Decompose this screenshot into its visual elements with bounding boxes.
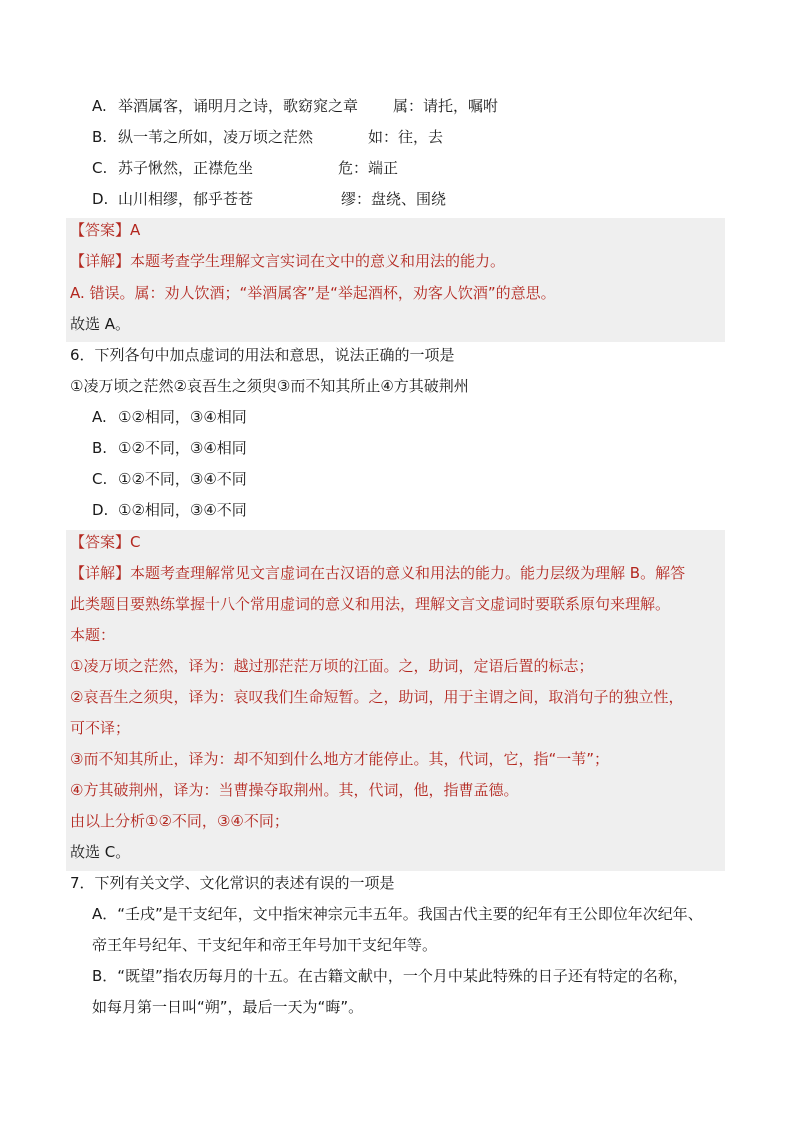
q5-detail: 【详解】本题考查学生理解文言实词在文中的意义和用法的能力。 <box>70 252 506 270</box>
q5-option-b: B. 纵一苇之所如，凌万顷之茫然 如：往，去 <box>92 128 444 146</box>
q6-answer: 【答案】C <box>70 533 141 551</box>
q6-detail: 【详解】本题考查理解常见文言虚词在古汉语的意义和用法的能力。能力层级为理解 B。解答 <box>70 564 686 582</box>
q6-item-1: ①凌万顷之茫然，译为：越过那茫茫万顷的江面。之，助词，定语后置的标志； <box>70 657 594 675</box>
q6-intro: 本题： <box>70 626 116 644</box>
q6-option-a: A. ①②相同，③④相同 <box>92 408 247 426</box>
q7-option-b-line1: B．“既望”指农历每月的十五。在古籍文献中，一个月中某此特殊的日子还有特定的名称， <box>92 967 688 985</box>
q6-item-2-cont: 可不译； <box>70 719 131 737</box>
q5-gloss-c: 危：端正 <box>338 159 399 177</box>
q5-answer-block <box>66 218 725 342</box>
q6-detail-line2: 此类题目要熟练掌握十八个常用虚词的意义和用法，理解文言文虚词时要联系原句来理解。 <box>70 595 671 613</box>
q6-sentences: ①凌万顷之茫然②哀吾生之须臾③而不知其所止④方其破荆州 <box>70 377 469 395</box>
q5-option-c: C. 苏子愀然，正襟危坐 危：端正 <box>92 159 399 177</box>
q5-conclusion: 故选 A。 <box>70 315 131 333</box>
q6-item-2: ②哀吾生之须臾，译为：哀叹我们生命短暂。之，助词，用于主谓之间，取消句子的独立性， <box>70 688 684 706</box>
q5-answer: 【答案】A <box>70 221 141 239</box>
q7-stem: 7．下列有关文学、文化常识的表述有误的一项是 <box>70 874 395 892</box>
q6-item-4: ④方其破荆州，译为：当曹操夺取荆州。其，代词，他，指曹孟德。 <box>70 781 519 799</box>
q6-conclusion: 故选 C。 <box>70 843 131 861</box>
q5-option-d: D. 山川相缪，郁乎苍苍 缪：盘绕、围绕 <box>92 190 447 208</box>
q5-option-a: A. 举酒属客，诵明月之诗，歌窈窕之章 属：请托，嘱咐 <box>92 97 499 115</box>
q7-option-a-line1: A．“壬戌”是干支纪年，文中指宋神宗元丰五年。我国古代主要的纪年有王公即位年次纪年、 <box>92 905 703 923</box>
q6-summary: 由以上分析①②不同，③④不同； <box>70 812 289 830</box>
q6-option-d: D. ①②相同，③④不同 <box>92 501 247 519</box>
q6-option-b: B. ①②不同，③④相同 <box>92 439 247 457</box>
q5-gloss-a: 属：请托，嘱咐 <box>393 97 499 115</box>
q7-option-b-line2: 如每月第一日叫“朔”，最后一天为“晦”。 <box>92 998 364 1016</box>
q6-stem: 6．下列各句中加点虚词的用法和意思，说法正确的一项是 <box>70 346 455 364</box>
q6-item-3: ③而不知其所止，译为：却不知到什么地方才能停止。其，代词，它，指“一苇”； <box>70 750 609 768</box>
q5-gloss-b: 如：往，去 <box>368 128 444 146</box>
q7-option-a-line2: 帝王年号纪年、干支纪年和帝王年号加干支纪年等。 <box>92 936 438 954</box>
q5-gloss-d: 缪：盘绕、围绕 <box>341 190 447 208</box>
q5-explanation: A. 错误。属：劝人饮酒；“举酒属客”是“举起酒杯，劝客人饮酒”的意思。 <box>70 284 556 302</box>
q6-option-c: C. ①②不同，③④不同 <box>92 470 247 488</box>
